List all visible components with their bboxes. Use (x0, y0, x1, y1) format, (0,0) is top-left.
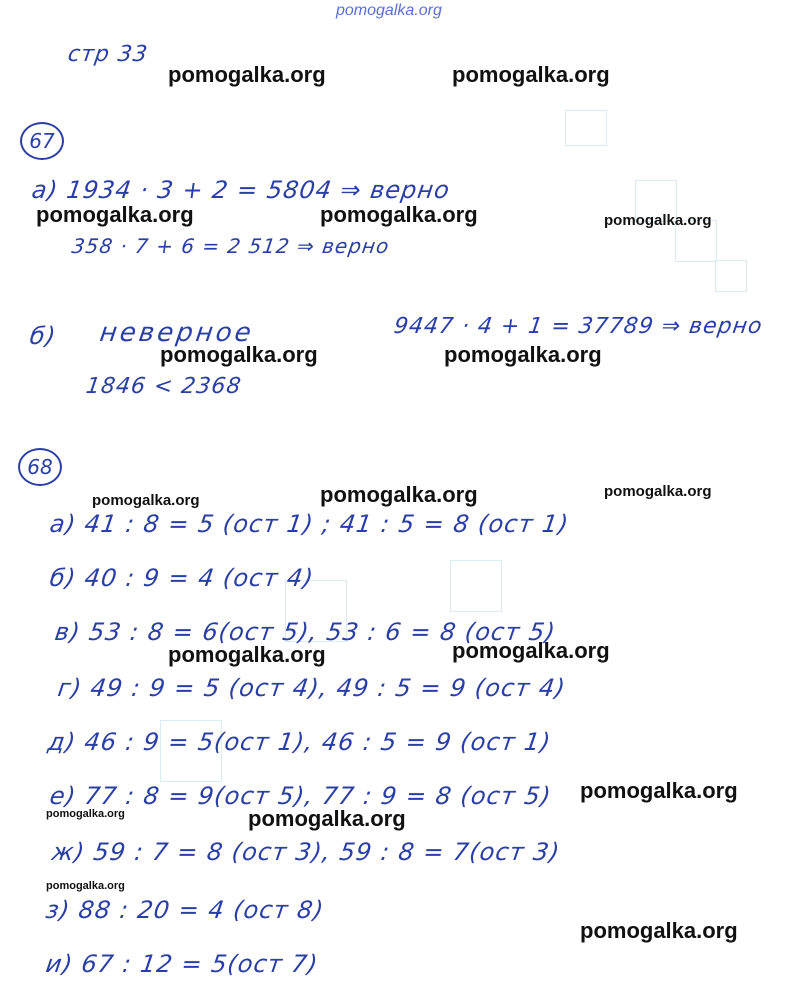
watermark: pomogalka.org (36, 202, 194, 227)
ex67-label-b: б) (28, 322, 59, 350)
exercise-number-67: 67 (20, 122, 64, 160)
watermark: pomogalka.org (444, 342, 602, 367)
grid-cell (450, 560, 502, 612)
ex68-line-v: в) 53 : 8 = 6(ост 5), 53 : 6 = 8 (ост 5) (53, 618, 558, 646)
watermark: pomogalka.org (46, 808, 125, 820)
watermark: pomogalka.org (604, 212, 712, 229)
ex68-line-zh: ж) 59 : 7 = 8 (ост 3), 59 : 8 = 7(ост 3) (50, 838, 563, 866)
watermark: pomogalka.org (320, 482, 478, 507)
watermark: pomogalka.org (160, 342, 318, 367)
ex67-line-b-text: неверное (97, 318, 256, 348)
watermark: pomogalka.org (452, 62, 610, 87)
grid-cell (715, 260, 747, 292)
ex68-line-d: д) 46 : 9 = 5(ост 1), 46 : 5 = 9 (ост 1) (46, 728, 553, 756)
watermark: pomogalka.org (248, 806, 406, 831)
watermark: pomogalka.org (320, 202, 478, 227)
ex68-line-g: г) 49 : 9 = 5 (ост 4), 49 : 5 = 9 (ост 4) (56, 674, 568, 702)
page-reference: стр 33 (66, 42, 150, 67)
exercise-number-68: 68 (18, 448, 62, 486)
watermark: pomogalka.org (46, 880, 125, 892)
ex68-line-e: е) 77 : 8 = 9(ост 5), 77 : 9 = 8 (ост 5) (48, 782, 554, 810)
ex68-line-a: а) 41 : 8 = 5 (ост 1) ; 41 : 5 = 8 (ост 1) (48, 510, 571, 538)
ex67-line-b-compare: 1846 < 2368 (84, 374, 244, 399)
ex68-line-i: и) 67 : 12 = 5(ост 7) (44, 950, 321, 978)
ex67-line-a2: 358 · 7 + 6 = 2 512 ⇒ верно (70, 234, 392, 258)
ex67-line-a1: а) 1934 · 3 + 2 = 5804 ⇒ верно (30, 176, 452, 204)
ex68-line-z: з) 88 : 20 = 4 (ост 8) (44, 896, 326, 924)
watermark: pomogalka.org (168, 62, 326, 87)
watermark: pomogalka.org (580, 778, 738, 803)
watermark: pomogalka.org (92, 492, 200, 509)
watermark: pomogalka.org (604, 483, 712, 500)
ex67-line-b-right: 9447 · 4 + 1 = 37789 ⇒ верно (392, 314, 765, 339)
watermark: pomogalka.org (168, 642, 326, 667)
ex68-line-b: б) 40 : 9 = 4 (ост 4) (48, 564, 316, 592)
site-link[interactable]: pomogalka.org (336, 2, 442, 19)
watermark: pomogalka.org (580, 918, 738, 943)
watermark: pomogalka.org (452, 638, 610, 663)
grid-cell (565, 110, 607, 146)
